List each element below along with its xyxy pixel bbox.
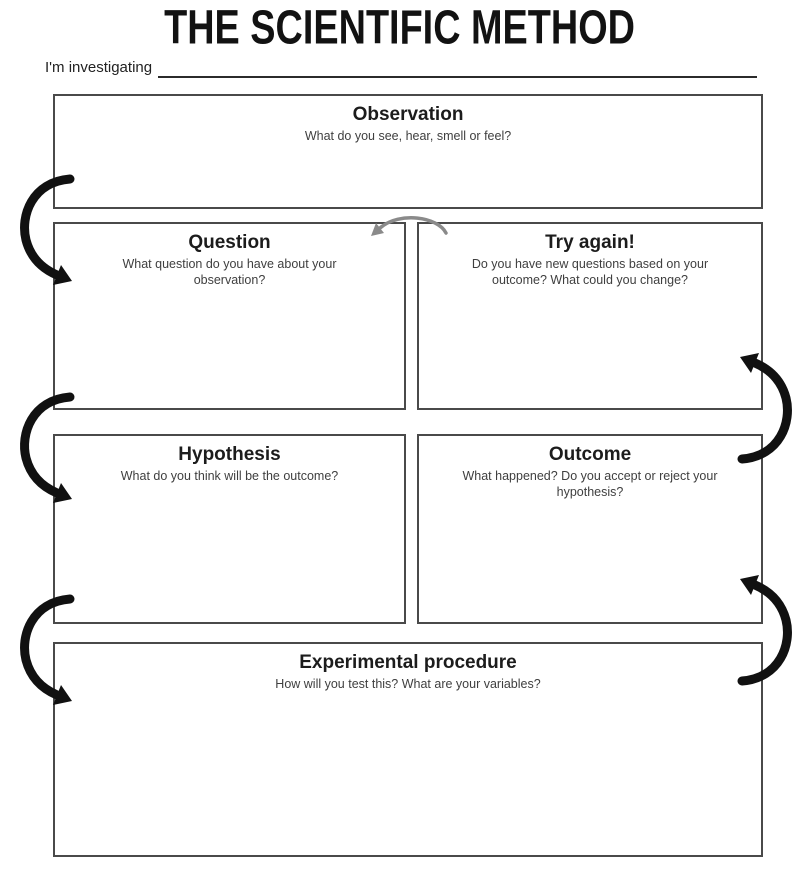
page-title: THE SCIENTIFIC METHOD — [164, 1, 636, 55]
outcome-title: Outcome — [548, 444, 632, 465]
question-subtitle: What question do you have about your observation? — [122, 257, 337, 287]
hypothesis-title: Hypothesis — [178, 444, 281, 465]
outcome-subtitle: What happened? Do you accept or reject your hypothesis? — [462, 469, 718, 499]
investigating-row — [45, 56, 757, 78]
observation-subtitle: What do you see, hear, smell or feel? — [304, 129, 512, 143]
experimental-procedure-box[interactable] — [53, 642, 763, 857]
page-title-wrap — [0, 0, 800, 54]
hypothesis-subtitle: What do you think will be the outcome? — [120, 469, 339, 483]
observation-box[interactable] — [53, 94, 763, 209]
question-box[interactable] — [53, 222, 406, 410]
investigating-blank-field[interactable] — [158, 58, 757, 78]
experimental-procedure-subtitle: How will you test this? What are your variables? — [275, 677, 541, 691]
outcome-box[interactable] — [417, 434, 763, 624]
investigating-label: I'm investigating — [45, 59, 153, 76]
experimental-procedure-title: Experimental procedure — [299, 652, 517, 673]
try-again-title: Try again! — [545, 232, 635, 253]
question-title: Question — [188, 232, 271, 253]
try-again-box[interactable] — [417, 222, 763, 410]
hypothesis-box[interactable] — [53, 434, 406, 624]
try-again-subtitle: Do you have new questions based on your outcome? What could you change? — [471, 257, 709, 287]
observation-title: Observation — [352, 104, 464, 125]
